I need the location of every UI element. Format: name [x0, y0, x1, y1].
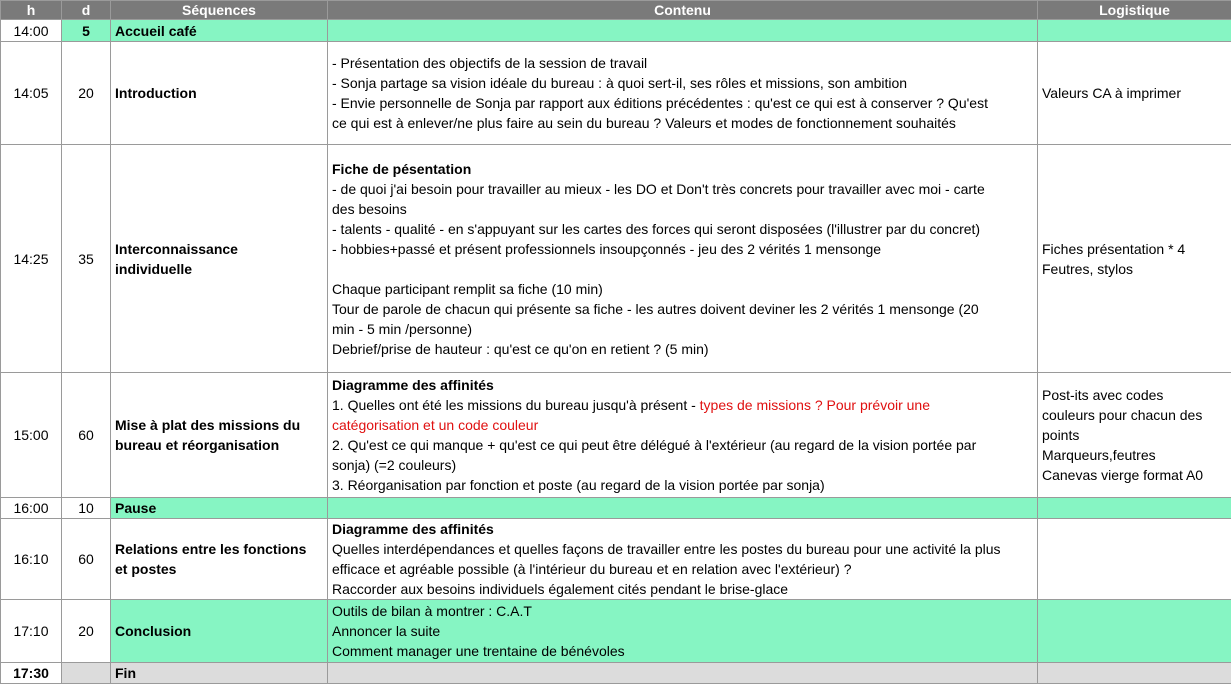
- cell-sequence: [111, 519, 328, 600]
- content-line: sonja) (=2 couleurs): [332, 457, 457, 473]
- cell-contenu: [328, 42, 1038, 145]
- content-line: - de quoi j'ai besoin pour travailler au mieux - les DO et Don't très concrets pour travailler avec moi - carte: [332, 180, 985, 197]
- content-line: [332, 395, 1033, 415]
- cell-contenu: [328, 663, 1038, 684]
- logistique-line: Marqueurs,feutres: [1042, 447, 1156, 463]
- content-line: 2. Qu'est ce qui manque + qu'est ce qui peut être délégué à l'extérieur (au regard de la vision portée par: [332, 437, 977, 453]
- table-row: [1, 663, 1231, 684]
- cell-sequence: Fin: [111, 663, 328, 684]
- header-h: h: [1, 1, 62, 20]
- content-line: - Présentation des objectifs de la session de travail: [332, 55, 648, 71]
- cell-sequence: Introduction: [111, 42, 328, 145]
- cell-logistique: [1038, 600, 1231, 663]
- logistique-line: Feutres, stylos: [1042, 260, 1134, 277]
- table-row: [1, 42, 1231, 145]
- cell-time: 16:10: [1, 519, 62, 600]
- content-line-red: catégorisation et un code couleur: [332, 417, 539, 433]
- content-line: Comment manager une trentaine de bénévoles: [332, 643, 625, 659]
- cell-time: 15:00: [1, 373, 62, 498]
- cell-contenu: [328, 20, 1038, 42]
- content-title: Diagramme des affinités: [332, 377, 494, 393]
- cell-time: 14:05: [1, 42, 62, 145]
- cell-logistique: [1038, 498, 1231, 519]
- logistique-line: Valeurs CA à imprimer: [1042, 85, 1182, 101]
- content-line: efficace et agréable possible (à l'intérieur du bureau et en relation avec l'extérieur) ?: [332, 561, 852, 577]
- sequence-line: et postes: [115, 561, 177, 577]
- logistique-line: couleurs pour chacun des: [1042, 407, 1203, 423]
- content-line: Tour de parole de chacun qui présente sa fiche - les autres doivent deviner les 2 vérités 1 mensonge (20: [332, 300, 979, 317]
- sequence-line: bureau et réorganisation: [115, 437, 280, 453]
- cell-logistique: [1038, 663, 1231, 684]
- cell-sequence: Pause: [111, 498, 328, 519]
- content-line: - Envie personnelle de Sonja par rapport aux éditions précédentes : qu'est ce qui est à conserver ? Qu'est: [332, 95, 988, 111]
- sequence-line: Mise à plat des missions du: [115, 417, 301, 433]
- header-sequences: Séquences: [111, 1, 328, 20]
- logistique-line: Canevas vierge format A0: [1042, 467, 1204, 483]
- header-row: [1, 1, 1231, 20]
- cell-logistique: [1038, 519, 1231, 600]
- header-d: d: [62, 1, 111, 20]
- logistique-line: Post-its avec codes: [1042, 387, 1164, 403]
- table-row: [1, 519, 1231, 600]
- cell-time: 17:10: [1, 600, 62, 663]
- table-row: [1, 145, 1231, 373]
- header-contenu: Contenu: [328, 1, 1038, 20]
- cell-contenu: [328, 498, 1038, 519]
- cell-sequence: [111, 145, 328, 373]
- cell-contenu: [328, 145, 1038, 373]
- content-line: des besoins: [332, 200, 407, 217]
- cell-sequence: Accueil café: [111, 20, 328, 42]
- content-line: ce qui est à enlever/ne plus faire au sein du bureau ? Valeurs et modes de fonctionnement souhaités: [332, 115, 956, 131]
- cell-sequence: [111, 373, 328, 498]
- cell-time: 17:30: [1, 663, 62, 684]
- table-row: [1, 600, 1231, 663]
- sequence-line: Interconnaissance: [115, 240, 238, 257]
- cell-time: 16:00: [1, 498, 62, 519]
- content-line: - hobbies+passé et présent professionnels insoupçonnés - jeu des 2 vérités 1 mensonge: [332, 240, 882, 257]
- content-text: 1. Quelles ont été les missions du bureau jusqu'à présent -: [332, 397, 700, 413]
- sequence-line: individuelle: [115, 260, 193, 277]
- content-line: Debrief/prise de hauteur : qu'est ce qu'on en retient ? (5 min): [332, 340, 709, 357]
- cell-contenu: [328, 373, 1038, 498]
- content-line: - Sonja partage sa vision idéale du bureau : à quoi sert-il, ses rôles et missions, son ambition: [332, 75, 908, 91]
- cell-duration: 5: [62, 20, 111, 42]
- cell-duration: 35: [62, 145, 111, 373]
- table-row: [1, 498, 1231, 519]
- content-text-red: types de missions ? Pour prévoir une: [699, 397, 931, 413]
- cell-duration: [62, 663, 111, 684]
- logistique-line: Fiches présentation * 4: [1042, 240, 1186, 257]
- cell-duration: 60: [62, 373, 111, 498]
- content-line: Outils de bilan à montrer : C.A.T: [332, 603, 532, 619]
- cell-logistique: [1038, 373, 1231, 498]
- content-line: 3. Réorganisation par fonction et poste (au regard de la vision portée par sonja): [332, 477, 825, 493]
- table-row: [1, 20, 1231, 42]
- table-row: [1, 373, 1231, 498]
- cell-sequence: Conclusion: [111, 600, 328, 663]
- header-logistique: Logistique: [1038, 1, 1231, 20]
- content-line: Raccorder aux besoins individuels également cités pendant le brise-glace: [332, 581, 789, 597]
- cell-contenu: [328, 600, 1038, 663]
- cell-duration: 20: [62, 600, 111, 663]
- cell-time: 14:25: [1, 145, 62, 373]
- cell-logistique: [1038, 145, 1231, 373]
- content-line: Quelles interdépendances et quelles façons de travailler entre les postes du bureau pour une activité la plus: [332, 541, 1001, 557]
- content-title: Fiche de pésentation: [332, 160, 472, 177]
- cell-time: 14:00: [1, 20, 62, 42]
- cell-duration: 60: [62, 519, 111, 600]
- content-title: Diagramme des affinités: [332, 521, 494, 537]
- blank-line: [332, 259, 1033, 279]
- content-line: Annoncer la suite: [332, 623, 441, 639]
- logistique-line: points: [1042, 427, 1080, 443]
- cell-duration: 10: [62, 498, 111, 519]
- cell-contenu: [328, 519, 1038, 600]
- content-line: min - 5 min /personne): [332, 320, 473, 337]
- content-line: Chaque participant remplit sa fiche (10 min): [332, 280, 603, 297]
- content-line: - talents - qualité - en s'appuyant sur les cartes des forces qui seront disposées (l'illustrer par du concret): [332, 220, 981, 237]
- cell-duration: 20: [62, 42, 111, 145]
- cell-logistique: [1038, 42, 1231, 145]
- cell-logistique: [1038, 20, 1231, 42]
- sequence-line: Relations entre les fonctions: [115, 541, 307, 557]
